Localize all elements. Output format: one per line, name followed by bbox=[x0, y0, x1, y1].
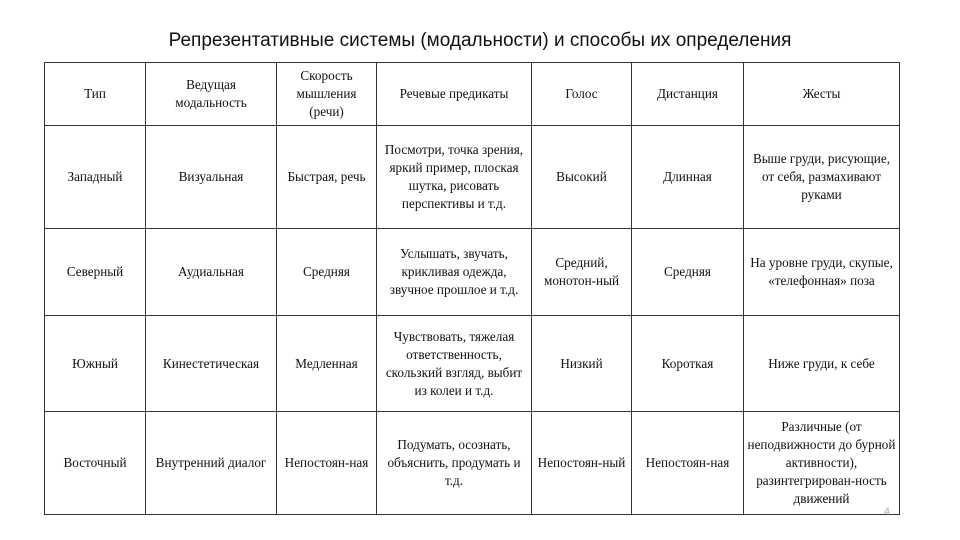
header-row bbox=[45, 63, 900, 126]
table-row bbox=[45, 316, 900, 412]
cell-speed: Быстрая, речь bbox=[277, 126, 377, 229]
table-row bbox=[45, 126, 900, 229]
cell-modality: Внутренний диалог bbox=[146, 412, 277, 515]
modality-table bbox=[44, 62, 900, 515]
cell-modality: Кинестетическая bbox=[146, 316, 277, 412]
cell-speed: Медленная bbox=[277, 316, 377, 412]
cell-speed: Непостоян-ная bbox=[277, 412, 377, 515]
header-gestures: Жесты bbox=[744, 63, 900, 126]
cell-modality: Визуальная bbox=[146, 126, 277, 229]
cell-predicates: Чувствовать, тяжелая ответственность, скользкий взгляд, выбит из колеи и т.д. bbox=[377, 316, 532, 412]
cell-type: Восточный bbox=[45, 412, 146, 515]
page-number: 4 bbox=[883, 506, 890, 518]
cell-type: Южный bbox=[45, 316, 146, 412]
header-speed: Скорость мышления (речи) bbox=[277, 63, 377, 126]
cell-distance: Короткая bbox=[632, 316, 744, 412]
cell-speed: Средняя bbox=[277, 229, 377, 316]
cell-gestures: Выше груди, рисующие, от себя, размахивают руками bbox=[744, 126, 900, 229]
cell-voice: Высокий bbox=[532, 126, 632, 229]
page-title: Репрезентативные системы (модальности) и способы их определения bbox=[168, 30, 792, 51]
cell-predicates: Посмотри, точка зрения, яркий пример, плоская шутка, рисовать перспективы и т.д. bbox=[377, 126, 532, 229]
cell-distance: Длинная bbox=[632, 126, 744, 229]
header-predicates: Речевые предикаты bbox=[377, 63, 532, 126]
cell-distance: Средняя bbox=[632, 229, 744, 316]
table-row bbox=[45, 412, 900, 515]
cell-type: Северный bbox=[45, 229, 146, 316]
cell-voice: Средний, монотон-ный bbox=[532, 229, 632, 316]
cell-type: Западный bbox=[45, 126, 146, 229]
header-distance: Дистанция bbox=[632, 63, 744, 126]
header-type: Тип bbox=[45, 63, 146, 126]
cell-predicates: Подумать, осознать, объяснить, продумать и т.д. bbox=[377, 412, 532, 515]
cell-gestures: Различные (от неподвижности до бурной активности), разинтегрирован-ность движений bbox=[744, 412, 900, 515]
cell-voice: Низкий bbox=[532, 316, 632, 412]
cell-modality: Аудиальная bbox=[146, 229, 277, 316]
cell-gestures: Ниже груди, к себе bbox=[744, 316, 900, 412]
table-row bbox=[45, 229, 900, 316]
cell-distance: Непостоян-ная bbox=[632, 412, 744, 515]
cell-gestures: На уровне груди, скупые, «телефонная» поза bbox=[744, 229, 900, 316]
header-voice: Голос bbox=[532, 63, 632, 126]
header-modality: Ведущая модальность bbox=[146, 63, 277, 126]
cell-predicates: Услышать, звучать, крикливая одежда, звучное прошлое и т.д. bbox=[377, 229, 532, 316]
cell-voice: Непостоян-ный bbox=[532, 412, 632, 515]
